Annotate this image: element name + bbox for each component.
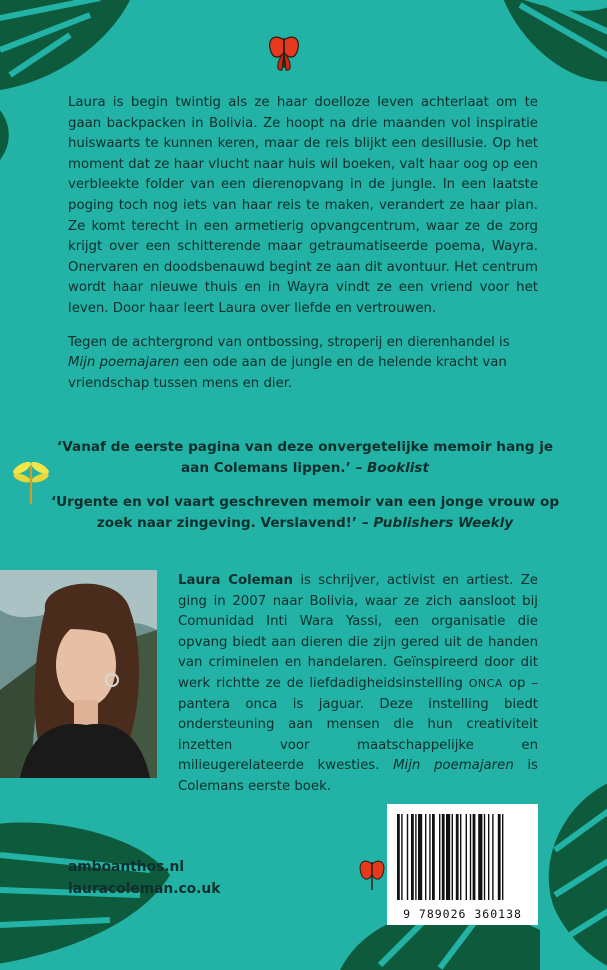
isbn-barcode: [387, 804, 538, 925]
barcode-bar: [498, 814, 501, 900]
review-source: Booklist: [367, 459, 430, 476]
author-bio: Laura Coleman is schrijver, activist en artiest. Ze ging in 2007 naar Bolivia, waar ze zich aansloot bij Comunidad Inti Wara Yassi, een organisatie die opvang biedt aan dieren die zijn gered uit de handen van criminelen en handelaren. Geïnspireerd door dit werk richtte ze de liefdadigheidsinstelling ONCA op – pantera onca is jaguar. Deze instelling biedt ondersteuning aan mensen die hun creativiteit inzetten voor maatschappelijke en milieugerelateerde kwesties. Mijn poemajaren is Colemans eerste boek.: [178, 573, 538, 794]
barcode-bar: [429, 814, 430, 900]
isbn-number: 9 789026 360138: [403, 907, 522, 921]
barcode-bar: [397, 814, 400, 900]
butterfly-bottom-icon: [357, 856, 387, 896]
review-quote-1: ‘Vanaf de eerste pagina van deze onvergetelijke memoir hang je aan Colemans lippen.’ – Booklist: [56, 439, 554, 476]
book-title-inline: Mijn poemajaren: [68, 355, 180, 371]
barcode-bar: [401, 814, 402, 900]
barcode-bar: [415, 814, 416, 900]
barcode-bar: [432, 814, 435, 900]
blurb-paragraph-2: Tegen de achtergrond van ontbossing, stroperij en dierenhandel is Mijn poemajaren een ode aan de jungle en de helende kracht van vriendschap tussen mens en dier.: [68, 334, 510, 391]
author-website-link[interactable]: lauracoleman.co.uk: [68, 881, 221, 897]
barcode-bar: [478, 814, 482, 900]
barcode-bar: [407, 814, 408, 900]
author-name: Laura Coleman: [178, 573, 293, 588]
dragonfly-icon: [10, 458, 52, 506]
barcode-bar: [446, 814, 450, 900]
butterfly-top-icon: [266, 32, 302, 76]
monstera-leaf-top-left-icon: [0, 0, 150, 100]
barcode-bar: [470, 814, 471, 900]
barcode-bar: [442, 814, 445, 900]
barcode-bar: [466, 814, 467, 900]
blurb-paragraph-1: Laura is begin twintig als ze haar doelloze leven achterlaat om te gaan backpacken in Bolivia. Ze hoopt na drie maanden vol inspiratie huiswaarts te kunnen keren, maar de reis blijkt een desillusie. Op het moment dat ze haar vlucht naar huis wil boeken, valt haar oog op een verbleekte folder van een dierenopvang in de jungle. In een laatste poging toch nog iets van haar reis te maken, verandert ze haar plan. Ze komt terecht in een armetierig opvangcentrum, waar ze de zorg krijgt over een schitterende maar getraumatiseerde poema, Wayra. Onervaren en doodsbenauwd begint ze aan dit avontuur. Het centrum wordt haar nieuwe thuis en in Wayra vindt ze een vriend voor het leven. Door haar leert Laura over liefde en vertrouwen.: [68, 95, 538, 316]
barcode-bar: [418, 814, 422, 900]
barcode-bar: [484, 814, 485, 900]
barcode-bar: [452, 814, 453, 900]
barcode-bar: [425, 814, 426, 900]
barcode-bar: [411, 814, 414, 900]
barcode-bar: [456, 814, 459, 900]
review-quote-2: ‘Urgente en vol vaart geschreven memoir van een jonge vrouw op zoek naar zingeving. Verslavend!’ – Publishers Weekly: [50, 494, 560, 531]
org-name: ONCA: [468, 676, 503, 690]
barcode-bars: [387, 810, 538, 910]
monstera-leaf-top-right-icon: [480, 0, 607, 100]
review-source: Publishers Weekly: [373, 514, 514, 531]
author-photo: [0, 570, 157, 778]
monstera-leaf-bottom-right-icon: [535, 780, 607, 970]
barcode-bar: [502, 814, 503, 900]
barcode-bar: [488, 814, 489, 900]
barcode-bar: [492, 814, 493, 900]
barcode-bar: [439, 814, 440, 900]
publisher-website-link[interactable]: amboanthos.nl: [68, 859, 185, 875]
book-blurb: [68, 93, 538, 407]
review-quotes: [50, 437, 560, 547]
barcode-bar: [473, 814, 476, 900]
leaf-left-edge-icon: [0, 100, 20, 170]
book-title-inline: Mijn poemajaren: [393, 758, 514, 774]
website-links: [68, 856, 220, 900]
barcode-bar: [460, 814, 461, 900]
